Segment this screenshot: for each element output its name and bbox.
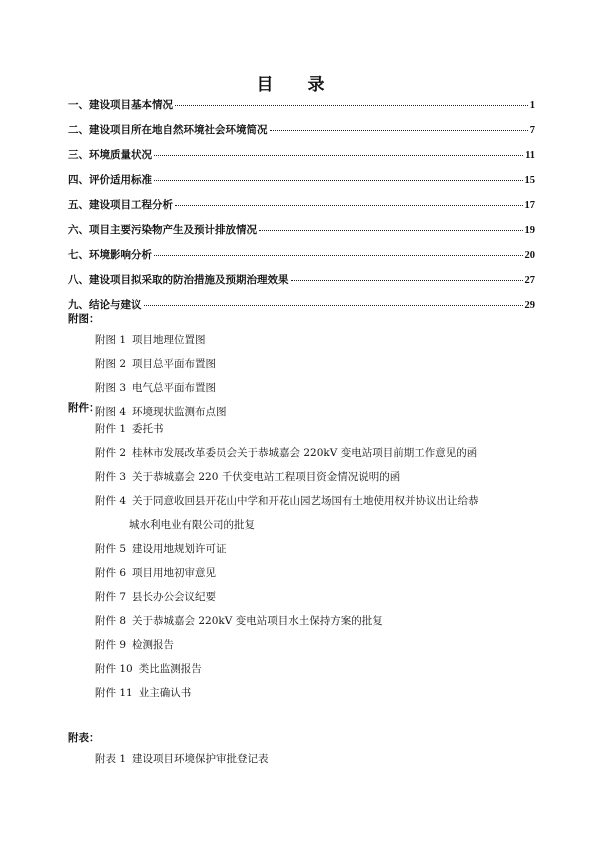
attachment-label: 附件 5 <box>95 543 127 555</box>
toc-leader-dots <box>175 105 528 106</box>
attachment-text: 关于恭城嘉会 220kV 变电站项目水土保持方案的批复 <box>132 615 383 627</box>
tables-list <box>95 747 535 771</box>
figure-text: 环境现状监测布点图 <box>132 406 227 418</box>
attachment-text: 县长办公会议纪要 <box>132 591 217 603</box>
attachment-label: 附件 8 <box>95 615 127 627</box>
attachment-text: 业主确认书 <box>138 687 192 699</box>
attachment-text: 关于同意收回县开花山中学和开花山园艺场国有土地使用权并协议出让给恭 <box>132 495 479 507</box>
toc-leader-dots <box>270 130 528 131</box>
toc-entry-text: 九、结论与建议 <box>68 299 142 311</box>
toc-leader-dots <box>154 180 523 181</box>
attachment-text: 建设用地规划许可证 <box>132 543 227 555</box>
attachment-item <box>95 585 535 609</box>
table-item <box>95 747 535 771</box>
table-label: 附表 1 <box>95 753 127 765</box>
toc-entry-text: 四、评价适用标准 <box>68 174 152 186</box>
attachment-label: 附件 10 <box>95 663 133 675</box>
attachment-label: 附件 11 <box>95 687 133 699</box>
attachment-item <box>95 441 535 465</box>
table-of-contents <box>68 97 535 322</box>
toc-entry[interactable] <box>68 97 535 122</box>
attachment-item <box>95 465 535 489</box>
attachment-item <box>95 489 535 537</box>
attachment-item <box>95 417 535 441</box>
attachment-text: 委托书 <box>132 423 164 435</box>
toc-entry-page: 19 <box>524 225 535 236</box>
toc-entry[interactable] <box>68 172 535 197</box>
toc-entry-page: 17 <box>524 200 535 211</box>
table-text: 建设项目环境保护审批登记表 <box>132 753 269 765</box>
figure-item <box>95 328 535 352</box>
figures-list <box>95 328 535 424</box>
figure-text: 项目地理位置图 <box>132 334 206 346</box>
toc-leader-dots <box>144 305 523 306</box>
attachment-label: 附件 9 <box>95 639 127 651</box>
toc-entry[interactable] <box>68 122 535 147</box>
attachment-item <box>95 537 535 561</box>
toc-leader-dots <box>291 280 523 281</box>
toc-entry[interactable] <box>68 272 535 297</box>
toc-leader-dots <box>154 255 523 256</box>
attachment-text: 项目用地初审意见 <box>132 567 217 579</box>
attachment-text: 桂林市发展改革委员会关于恭城嘉会 220kV 变电站项目前期工作意见的函 <box>132 447 478 459</box>
figure-label: 附图 1 <box>95 334 127 346</box>
toc-entry[interactable] <box>68 147 535 172</box>
toc-entry-text: 七、环境影响分析 <box>68 249 152 261</box>
toc-entry-text: 一、建设项目基本情况 <box>68 99 173 111</box>
toc-entry-text: 八、建设项目拟采取的防治措施及预期治理效果 <box>68 274 289 286</box>
attachment-label: 附件 2 <box>95 447 127 459</box>
toc-entry[interactable] <box>68 297 535 322</box>
figures-heading: 附图： <box>68 313 100 325</box>
toc-entry[interactable] <box>68 222 535 247</box>
toc-entry[interactable] <box>68 197 535 222</box>
figure-label: 附图 3 <box>95 382 127 394</box>
toc-leader-dots <box>175 205 523 206</box>
attachment-label: 附件 6 <box>95 567 127 579</box>
attachment-label: 附件 7 <box>95 591 127 603</box>
attachment-label: 附件 4 <box>95 495 127 507</box>
toc-entry-page: 7 <box>529 125 535 136</box>
figure-text: 项目总平面布置图 <box>132 358 217 370</box>
attachment-item <box>95 561 535 585</box>
figure-label: 附图 2 <box>95 358 127 370</box>
attachment-item <box>95 633 535 657</box>
toc-entry-page: 11 <box>525 150 535 161</box>
page-title: 目 录 <box>256 75 339 95</box>
figure-label: 附图 4 <box>95 406 127 418</box>
attachment-text: 关于恭城嘉会 220 千伏变电站工程项目资金情况说明的函 <box>132 471 401 483</box>
toc-entry-page: 29 <box>524 300 535 311</box>
attachment-text-continuation: 城水利电业有限公司的批复 <box>129 519 255 531</box>
toc-entry-text: 三、环境质量状况 <box>68 149 152 161</box>
attachments-list <box>95 417 535 705</box>
attachment-label: 附件 1 <box>95 423 127 435</box>
attachment-label: 附件 3 <box>95 471 127 483</box>
figure-item <box>95 376 535 400</box>
toc-entry[interactable] <box>68 247 535 272</box>
tables-heading: 附表： <box>68 732 100 744</box>
figure-text: 电气总平面布置图 <box>132 382 217 394</box>
attachments-heading: 附件： <box>68 402 100 414</box>
toc-entry-text: 六、项目主要污染物产生及预计排放情况 <box>68 224 257 236</box>
attachment-text: 检测报告 <box>132 639 175 651</box>
toc-entry-text: 二、建设项目所在地自然环境社会环境简况 <box>68 124 268 136</box>
toc-entry-text: 五、建设项目工程分析 <box>68 199 173 211</box>
attachment-item <box>95 609 535 633</box>
attachment-text: 类比监测报告 <box>138 663 202 675</box>
figure-item <box>95 352 535 376</box>
toc-entry-page: 1 <box>529 100 535 111</box>
attachment-item <box>95 681 535 705</box>
toc-leader-dots <box>259 230 523 231</box>
toc-entry-page: 27 <box>524 275 535 286</box>
toc-entry-page: 15 <box>524 175 535 186</box>
toc-entry-page: 20 <box>524 250 535 261</box>
attachment-item <box>95 657 535 681</box>
toc-leader-dots <box>154 155 523 156</box>
